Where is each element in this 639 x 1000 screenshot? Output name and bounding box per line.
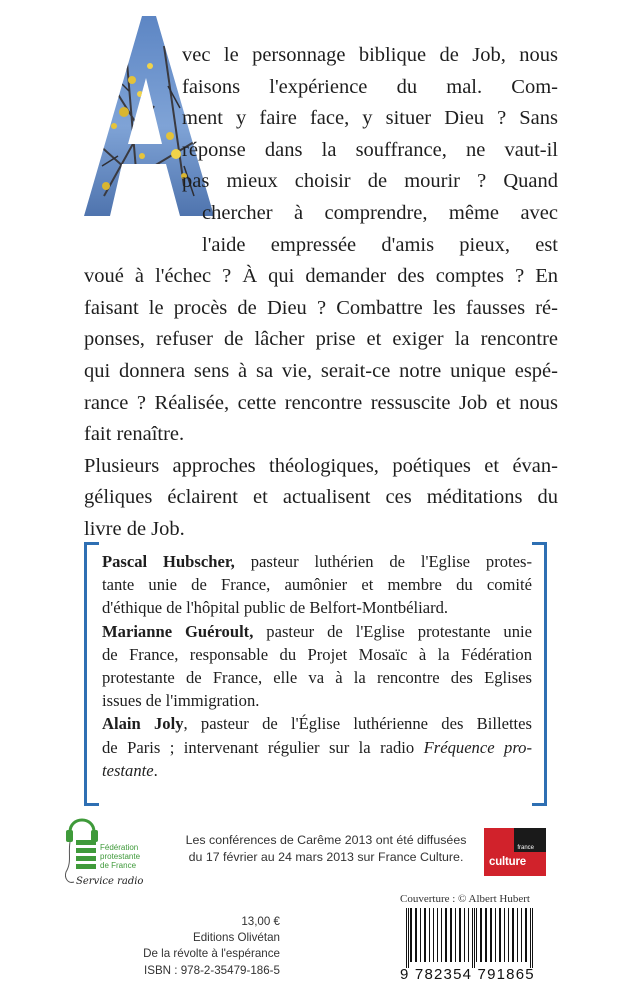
barcode-bar xyxy=(450,908,452,962)
bio-line: , pasteur de l'Église luthérienne des Billettes xyxy=(183,714,532,734)
publication-info xyxy=(100,914,280,979)
blurb-line: pas mieux choisir de mourir ? Quand xyxy=(182,170,558,193)
barcode-bar xyxy=(525,908,527,962)
blurb-line: faisons l'expérience du mal. Com- xyxy=(182,75,558,98)
blurb-line: l'aide empressée d'amis pieux, est xyxy=(202,233,558,256)
barcode-bar xyxy=(464,908,465,962)
barcode-bar xyxy=(512,908,514,962)
book-title: De la révolte à l'espérance xyxy=(143,947,280,961)
author-name: Pascal Hubscher, xyxy=(102,552,235,571)
barcode-bar xyxy=(495,908,496,962)
isbn: ISBN : 978-2-35479-186-5 xyxy=(144,963,280,977)
france-culture-logo xyxy=(484,828,546,876)
barcode-bar xyxy=(490,908,492,962)
blurb-line: vec le personnage biblique de Job, nous xyxy=(182,44,558,66)
back-cover-blurb xyxy=(84,40,558,546)
barcode-bar xyxy=(441,908,442,962)
barcode-bar xyxy=(480,908,482,962)
blurb-line: qui donnera sens à sa vie, serait-ce notre unique espé- xyxy=(84,359,558,382)
barcode-bar xyxy=(474,908,475,968)
blurb-line: livre de Job. xyxy=(84,517,185,540)
blurb-line: ment y faire face, y situer Dieu ? Sans xyxy=(182,107,558,130)
author-bio-gueroult xyxy=(102,620,532,713)
barcode-bar xyxy=(530,908,531,968)
blurb-line: rance ? Réalisée, cette rencontre ressuscite Job et nous xyxy=(84,391,558,414)
author-bios xyxy=(102,550,532,782)
bio-line: de Paris ; intervenant régulier sur la radio xyxy=(102,737,424,757)
barcode-bar xyxy=(455,908,456,962)
radio-name: Fréquence pro- xyxy=(423,737,532,757)
france-culture-mark xyxy=(484,828,546,876)
barcode-bar xyxy=(476,908,477,962)
bio-line: de France, responsable du Projet Mosaïc à la Fédération xyxy=(102,644,532,664)
bio-line: tante unie de France, aumônier et membre du comité xyxy=(102,575,532,595)
blurb-line: faisant le procès de Dieu ? Combattre les fausses ré- xyxy=(84,296,558,319)
bracket-right xyxy=(532,542,547,806)
bio-line: issues de l'immigration. xyxy=(102,691,260,711)
france-culture-big: culture xyxy=(489,856,526,868)
bio-line: pasteur luthérien de l'Eglise protes- xyxy=(234,552,532,571)
barcode-bar xyxy=(517,908,518,962)
barcode-bar xyxy=(429,908,430,962)
blurb-line: fait renaître. xyxy=(84,423,185,446)
barcode-bar xyxy=(420,908,421,962)
cover-credit: Couverture : © Albert Hubert xyxy=(400,893,530,905)
barcode-bar xyxy=(468,908,469,962)
bio-line: pasteur de l'Eglise protestante unie xyxy=(253,621,532,641)
barcode-bar xyxy=(433,908,434,962)
barcode-number: 9 782354 791865 xyxy=(400,966,535,983)
blurb-line: réponse dans la souffrance, ne vaut-il xyxy=(182,138,558,161)
ffp-line-3: de France xyxy=(100,861,137,870)
author-name: Marianne Guéroult, xyxy=(102,621,254,641)
bio-line: d'éthique de l'hôpital public de Belfort-Montbéliard. xyxy=(102,598,449,618)
radio-name: testante xyxy=(102,760,154,780)
barcode-bar xyxy=(437,908,438,962)
ffp-service-radio: Service radio xyxy=(76,876,144,887)
ffp-line-1: Fédération xyxy=(100,843,139,852)
blurb-line: Plusieurs approches théologiques, poétiques et évan- xyxy=(84,454,558,477)
france-culture-small: france xyxy=(517,845,534,851)
barcode-bar xyxy=(532,908,533,968)
barcode-bar xyxy=(424,908,426,962)
barcode-bar xyxy=(508,908,509,962)
publisher: Editions Olivétan xyxy=(193,931,280,945)
barcode-bar xyxy=(459,908,461,962)
blurb-line: géliques éclairent et actualisent ces méditations du xyxy=(84,486,558,509)
barcode-bars xyxy=(394,906,554,968)
barcode-bar xyxy=(521,908,522,962)
author-bio-joly xyxy=(102,712,532,782)
barcode-bar xyxy=(472,908,473,968)
barcode-bar xyxy=(485,908,487,962)
bio-line: protestante de France, elle va à la rencontre des Eglises xyxy=(102,668,532,688)
barcode-bar xyxy=(415,908,417,962)
author-name: Alain Joly xyxy=(102,714,184,734)
barcode-bar xyxy=(406,908,407,968)
barcode-bar xyxy=(410,908,412,962)
broadcast-line-1: Les conférences de Carême 2013 ont été diffusées xyxy=(185,833,467,847)
broadcast-note xyxy=(176,832,476,866)
ffp-line-2: protestante xyxy=(100,852,141,861)
blurb-line: voué à l'échec ? À qui demander des comptes ? En xyxy=(84,265,558,288)
bracket-left xyxy=(84,542,99,806)
federation-protestante-logo xyxy=(62,818,174,890)
barcode-bar xyxy=(499,908,501,962)
blurb-line: chercher à comprendre, même avec xyxy=(202,201,558,224)
barcode-bar xyxy=(504,908,505,962)
barcode-bar xyxy=(445,908,447,962)
price: 13,00 € xyxy=(241,915,280,928)
broadcast-line-2: du 17 février au 24 mars 2013 sur France Culture. xyxy=(188,850,464,864)
barcode-bar xyxy=(408,908,409,968)
bio-line: . xyxy=(153,760,158,780)
author-bio-hubscher xyxy=(102,550,532,620)
blurb-line: ponses, refuser de lâcher prise et exiger la rencontre xyxy=(84,328,558,351)
